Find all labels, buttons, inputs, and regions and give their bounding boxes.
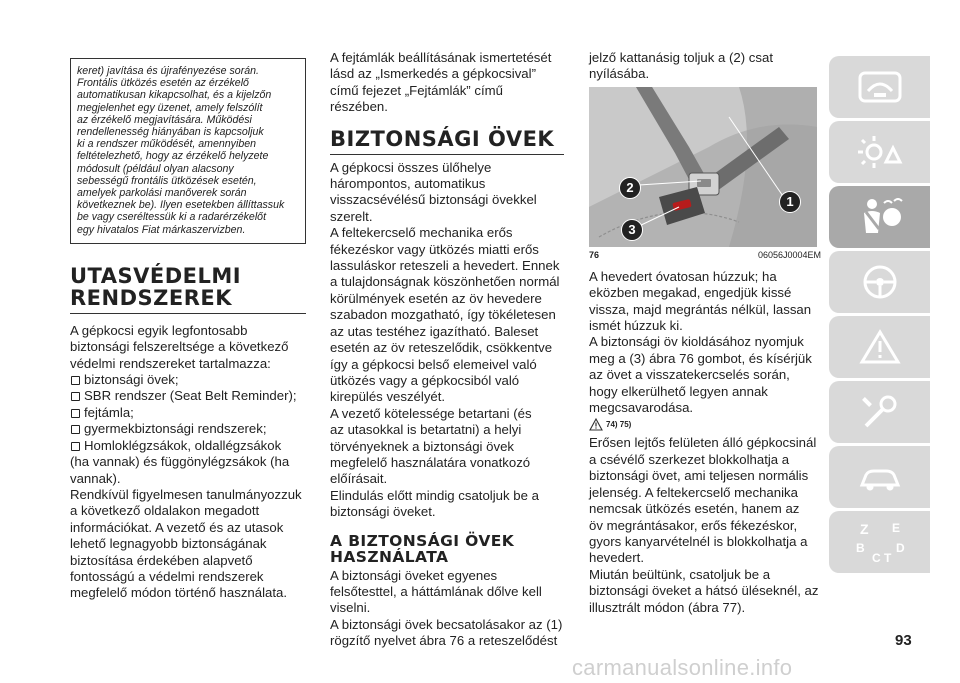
- list-item-text: SBR rendszer (Seat Belt Reminder);: [84, 388, 297, 404]
- note-line: amelyek parkolási manőverek során: [77, 187, 247, 200]
- index-letter: D: [895, 541, 905, 555]
- text-line: visszacsévélésű biztonsági övekkel: [330, 192, 537, 208]
- note-line: rendellenesség hiányában is kapcsoljuk: [77, 126, 264, 139]
- text-line: nyílásába.: [589, 66, 650, 82]
- note-line: feltételezhető, hogy az érzékelő helyzete: [77, 150, 269, 163]
- text-line: hárompontos, automatikus: [330, 176, 486, 192]
- tab-warning-lights[interactable]: [829, 121, 930, 183]
- text-line: védelmi rendszereket tartalmazza:: [70, 355, 271, 371]
- text-line: illusztrált módon (ábra 77).: [589, 599, 746, 615]
- text-line: szerelt.: [330, 208, 373, 224]
- text-line: vannak).: [70, 470, 121, 486]
- page-number: 93: [895, 632, 912, 649]
- checkbox-bullet-icon: [71, 409, 80, 418]
- text-line: A biztonsági övek becsatolásakor az (1): [330, 616, 563, 632]
- watermark: carmanualsonline.info: [572, 655, 793, 680]
- note-line: az érzékelő megjavítására. Működési: [77, 113, 252, 126]
- text-line: biztonsági felszereltsége a következő: [70, 339, 289, 355]
- subheading-line-2: HASZNÁLATA: [330, 547, 449, 566]
- warning-ref-numbers: 74) 75): [606, 420, 632, 430]
- text-line: Rendkívül figyelmesen tanulmányozzuk: [70, 486, 302, 502]
- note-box: [70, 58, 306, 244]
- text-line: törvényeknek a biztonsági övek: [330, 438, 515, 454]
- list-item: [70, 421, 306, 437]
- tab-index[interactable]: [829, 511, 930, 573]
- figure-number: 76: [589, 249, 600, 260]
- text-line: Erősen lejtős felületen álló gépkocsinál: [589, 435, 817, 451]
- text-line: biztonsági övet, ami teljesen normális: [589, 468, 809, 484]
- text-line: A feltekercselő mechanika erős: [330, 225, 513, 241]
- heading-line-2: RENDSZEREK: [70, 285, 233, 310]
- figure-callout-2: 2: [619, 177, 641, 199]
- note-line: keret) javítása és újrafényezése során.: [77, 65, 259, 77]
- text-line: ismét húzzuk ki.: [589, 318, 683, 334]
- note-line: Frontális ütközés esetén az érzékelő: [77, 77, 249, 90]
- after-list-paragraph: [70, 454, 306, 602]
- warning-reference: [589, 418, 821, 431]
- text-line: biztonsági öveket.: [330, 504, 436, 520]
- text-line: vissza, majd megrántás nélkül, lassan: [589, 301, 812, 317]
- headrest-reference-paragraph: [330, 50, 564, 116]
- text-line: a következő oldalakon megadott: [70, 503, 260, 519]
- column-1-body: [70, 323, 306, 602]
- text-line: jelző kattanásig toljuk a (2) csat: [589, 50, 773, 65]
- text-line: felsőtesttel, a háttámlának dőlve kell: [330, 583, 542, 599]
- heading-rule: [70, 313, 306, 314]
- warning-triangle-icon: [589, 418, 603, 431]
- text-line: ütközés vagy a gépkocsiból való: [330, 372, 520, 388]
- text-line: A fejtámlák beállításának ismertetését: [330, 50, 552, 65]
- buckle-paragraph: [589, 50, 821, 83]
- index-letter: T: [883, 551, 891, 565]
- list-item-text: fejtámla;: [84, 404, 134, 420]
- list-item: [70, 405, 306, 421]
- text-line: a csévélő szerkezet blokkolhatja a: [589, 451, 790, 467]
- figure-caption: [589, 250, 821, 261]
- text-line: A vezető kötelessége betartani (és: [330, 405, 532, 421]
- text-line: előírásait.: [330, 471, 388, 487]
- text-line: Elindulás előtt mindig csatoljuk be a: [330, 487, 539, 503]
- slope-blocking-paragraph: [589, 435, 821, 615]
- text-line: az utas testéhez igazítható. Baleset: [330, 323, 539, 339]
- text-line: A hevedert óvatosan húzzuk; ha: [589, 268, 777, 284]
- subheading-ovek-hasznalata: [330, 533, 564, 565]
- index-letter: B: [855, 541, 865, 555]
- text-line: eközben megakad, engedjük kissé: [589, 285, 792, 301]
- index-letter: Z: [859, 521, 869, 537]
- seatbelt-airbag-icon: [854, 195, 906, 239]
- heading-line-1: UTASVÉDELMI: [70, 263, 242, 288]
- index-letter: E: [891, 521, 900, 535]
- text-line: megfelelő módon történő használata.: [70, 585, 288, 601]
- text-line: meg a (3) ábra 76 gombot, és kísérjük: [589, 350, 812, 366]
- text-line: körülmények esetén az öv hevedere: [330, 290, 542, 306]
- note-line: automatikusan kikapcsolhat, és a kijelzőn: [77, 89, 272, 102]
- text-line: A biztonsági öv kioldásához nyomjuk: [589, 334, 804, 350]
- note-line: egy hivatalos Fiat márkaszervizben.: [77, 223, 246, 236]
- section-heading-biztonsagi-ovek: BIZTONSÁGI ÖVEK: [330, 126, 555, 151]
- note-line: ki a rendszer működését, amennyiben: [77, 138, 257, 151]
- text-line: fékezéskor vagy ütközés miatti erős: [330, 241, 539, 257]
- steering-wheel-icon: [854, 262, 906, 302]
- text-line: biztosítása érdekében alapvető: [70, 552, 253, 568]
- text-line: az övet a visszatekercselés során,: [589, 367, 790, 383]
- intro-paragraph: [70, 323, 306, 372]
- text-line: lásd az „Ismerkedés a gépkocsival”: [330, 66, 536, 82]
- note-line: be vagy cseréltessük ki a radarérzékelőt: [77, 211, 267, 224]
- text-line: című fejezet „Fejtámlák” című részében.: [330, 82, 503, 115]
- text-line: viselni.: [330, 600, 371, 616]
- text-line: fontosságú a védelmi rendszerek: [70, 568, 264, 584]
- protection-systems-list: [70, 372, 306, 454]
- text-line: Miután beültünk, csatoljuk be a: [589, 566, 771, 582]
- note-line: megjelenhet egy üzenet, amely felszólít: [77, 101, 263, 114]
- car-dashboard-icon: [854, 67, 906, 107]
- note-line: sebességű frontális ütközések esetén,: [77, 174, 257, 187]
- tab-seatbelt-airbag[interactable]: [829, 186, 930, 248]
- warning-triangle-icon: [854, 327, 906, 367]
- figure-code: 06056J0004EM: [757, 249, 821, 260]
- list-item: [70, 438, 306, 454]
- list-item: [70, 372, 306, 388]
- checkbox-bullet-icon: [71, 376, 80, 385]
- text-line: szabadon mozgatható, így tökéletesen: [330, 307, 556, 323]
- text-line: megfelelő használatára vonatkozó: [330, 454, 531, 470]
- seatbelt-figure: [589, 87, 817, 247]
- text-line: öv megrántásakor, erős fékezéskor,: [589, 517, 798, 533]
- list-item-text: Homloklégzsákok, oldallégzsákok: [84, 437, 282, 453]
- subheading-line-1: A BIZTONSÁGI ÖVEK: [330, 531, 515, 550]
- tab-car-data[interactable]: [829, 446, 930, 508]
- text-line: A gépkocsi egyik legfontosabb: [70, 322, 248, 338]
- tab-warning-triangle[interactable]: [829, 316, 930, 378]
- figure-callout-3: 3: [621, 219, 643, 241]
- text-line: esetén az öv reteszelődik, csökkentve: [330, 340, 553, 356]
- section-heading-utasvedelmi: [70, 265, 306, 309]
- text-line: gyors kanyarvételnél is blokkolhatja a: [589, 533, 808, 549]
- text-line: nemcsak ütközés esetén, hanem az: [589, 501, 800, 517]
- chapter-tabs: [829, 56, 930, 576]
- belt-release-paragraph: [589, 269, 821, 417]
- column-3: [589, 50, 821, 616]
- text-line: rögzítő nyelvet ábra 76 a reteszelődést: [330, 633, 558, 649]
- seatbelt-usage-paragraph: [330, 568, 564, 650]
- text-line: A biztonsági öveket egyenes: [330, 567, 498, 583]
- car-data-icon: [854, 457, 906, 497]
- seatbelt-paragraph: [330, 160, 564, 521]
- wrench-car-icon: [854, 392, 906, 432]
- column-2: [330, 50, 564, 650]
- list-item-text: biztonsági övek;: [84, 372, 179, 388]
- text-line: A gépkocsi összes ülőhelye: [330, 159, 492, 175]
- text-line: kirepülés veszélyét.: [330, 389, 446, 405]
- note-line: következnek be). Ilyen esetekben állíttassuk: [77, 199, 285, 212]
- heading-rule: [330, 154, 564, 155]
- text-line: jelenség. A feltekercselő mechanika: [589, 484, 798, 500]
- text-line: így a gépkocsi belső elemeivel való: [330, 356, 537, 372]
- tab-steering-wheel[interactable]: [829, 251, 930, 313]
- tab-car-dashboard[interactable]: [829, 56, 930, 118]
- text-line: az utasokkal is betartatni) a helyi: [330, 422, 522, 438]
- checkbox-bullet-icon: [71, 442, 80, 451]
- figure-callout-1: 1: [779, 191, 801, 213]
- text-line: információkat. A vezető és az utasok: [70, 519, 284, 535]
- text-line: (ha vannak) és függönylégzsákok (ha: [70, 454, 290, 470]
- text-line: a tulajdonságnak köszönhetően normál: [330, 274, 560, 290]
- list-item-text: gyermekbiztonsági rendszerek;: [84, 421, 267, 437]
- warning-lights-icon: [854, 132, 906, 172]
- tab-wrench-car[interactable]: [829, 381, 930, 443]
- text-line: lehető legnagyobb biztonságának: [70, 536, 267, 552]
- text-line: biztonsági öveket a hátsó üléseknél, az: [589, 583, 819, 599]
- text-line: megcsavarodása.: [589, 400, 694, 416]
- text-line: hevedert.: [589, 550, 644, 566]
- text-line: hogy elkerülhető legyen annak: [589, 383, 768, 399]
- note-line: módosult (például olyan alacsony: [77, 162, 234, 175]
- index-letter: C: [871, 551, 881, 565]
- checkbox-bullet-icon: [71, 425, 80, 434]
- text-line: lassuláskor reteszeli a hevedert. Ennek: [330, 258, 560, 274]
- list-item: [70, 388, 306, 404]
- checkbox-bullet-icon: [71, 392, 80, 401]
- index-letters-icon: [850, 518, 910, 566]
- column-1: [70, 58, 306, 602]
